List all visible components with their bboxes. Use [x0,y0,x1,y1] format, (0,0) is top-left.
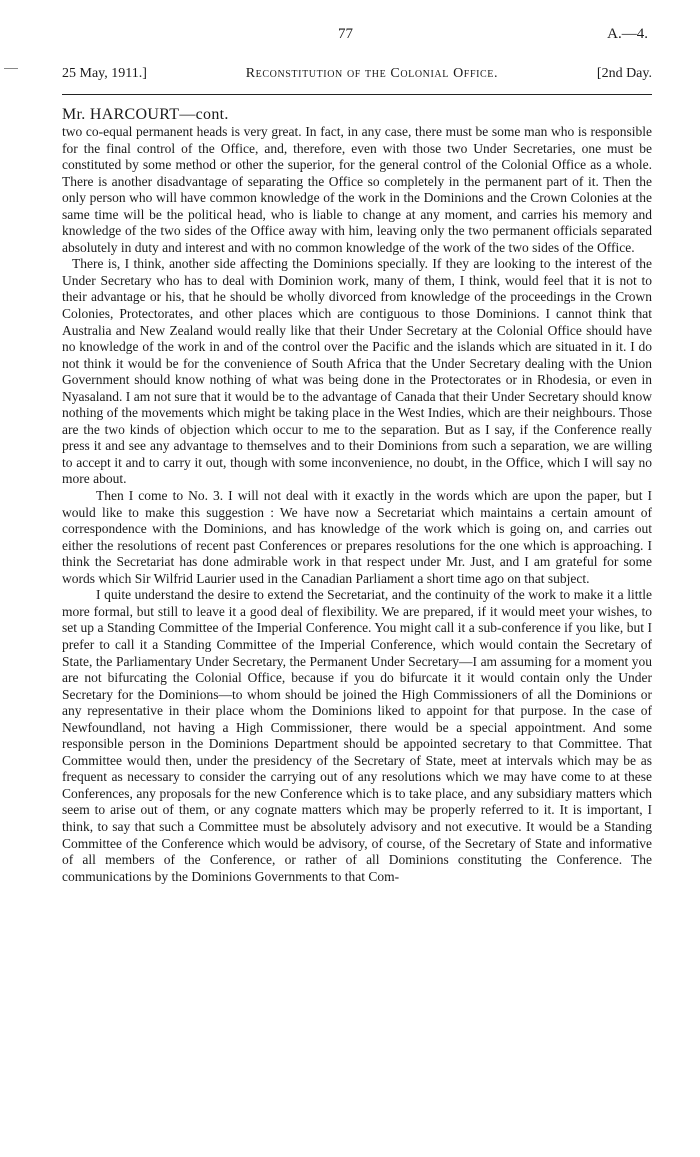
running-head [62,66,652,82]
page-number: 77 [338,26,353,42]
running-head-date: 25 May, 1911.] [62,66,147,81]
paragraph: There is, I think, another side affecting the Dominions specially. If they are looking to the interest of the Under Secretary who has to deal with Dominion work, many of them, I think, would feel that it is not to their advantage or his, that he should be wholly divorced from knowledge of the proceedings in the Crown Colonies, Protectorates, and other places which are contiguous to those Dominions. I cannot think that Australia and New Zealand would really like that their Under Secretary at the Colonial Office should have no knowledge of the work in and of the control over the Pacific and the islands which are situated in it. I do not think it would be for the convenience of South Africa that the Under Secretary dealing with the Union Government should know nothing of what was being done in the Protectorates or in Rhodesia, or even in Nyasaland. I am not sure that it would be to the advantage of Canada that their Under Secretary should know nothing of the movements which might be taking place in the West Indies, which are their neighbours. Those are the two kinds of objection which occur to me to the separation. But as I say, if the Conference really press it and see any advantage to themselves and to their Dominions from such a separation, we are willing to accept it and to carry it out, though with some inconvenience, no doubt, in the Office, which I will say no more about. [62,256,652,487]
paragraph: I quite understand the desire to extend the Secretariat, and the continuity of the work to make it a little more formal, but still to leave it a good deal of flexibility. We are prepared, if it would meet your wishes, to set up a Standing Committee of the Imperial Conference. You might call it a sub-conference if you like, but I prefer to call it a Standing Committee of the Imperial Conference, which would contain the Secretary of State, the Parliamentary Under Secretary, the Permanent Under Secretary—I am assuming for a moment you are not bifurcating the Colonial Office, because if you do bifurcate it it would contain only the Under Secretary for the Dominions—to whom should be joined the High Commissioners of all the Dominions or any representative in their place whom the Dominions liked to appoint for that purpose. In the case of Newfoundland, not having a High Commissioner, there would be a special appointment. And some responsible person in the Dominions Department should be appointed secretary to that Committee. That Committee would then, under the presidency of the Secretary of State, meet at intervals which may be as frequent as necessary to consider the carrying out of any resolutions which we may have come to at these Conferences, any proposals for the new Conference which is to take place, and any subsidiary matters which seem to arise out of them, or any cognate matters which may be properly referred to it. It is important, I think, to say that such a Committee must be absolutely advisory and not executive. It would be a Standing Committee of the Conference which would be advisory, of course, of the Secretary of State and informative of all members of the Conference, or rather of all Dominions constituting the Conference. The communications by the Dominions Governments to that Com- [62,587,652,884]
body-text [62,124,652,885]
header-rule [62,94,652,95]
paragraph: Then I come to No. 3. I will not deal with it exactly in the words which are upon the paper, but I would like to make this suggestion : We have now a Secretariat which maintains a certain amount of correspondence with the Dominions, and has knowledge of the work which is going on, and carries out either the resolutions of recent past Conferences or prepares resolutions for the one which is approaching. I think the Secretariat has done admirable work in that respect under Mr. Just, and I am grateful for some words which Sir Wilfrid Laurier used in the Canadian Parliament a short time ago on that subject. [62,488,652,586]
running-head-title: Reconstitution of the Colonial Office. [245,66,499,81]
running-head-day: [2nd Day. [596,66,652,81]
series-code: A.—4. [607,26,648,42]
speaker-heading: Mr. HARCOURT—cont. [62,106,229,123]
margin-mark [4,68,18,69]
paragraph: two co-equal permanent heads is very great. In fact, in any case, there must be some man who is responsible for the final control of the Office, and, therefore, even with those two Under Secretaries, one must be constituted by some method or other the superior, for the general control of the Colonial Office as a whole. There is another disadvantage of separating the Office so completely in the permanent part of it. Then the only person who will have common knowledge of the work in the Dominions and the Crown Colonies at the same time will be the political head, who is liable to change at any moment, and carries his memory and knowledge of the two sides of the Office away with him, leaving only the two permanent officials separated absolutely in duty and interest and with no common knowledge of the work of the two sides of the Office. [62,124,652,255]
